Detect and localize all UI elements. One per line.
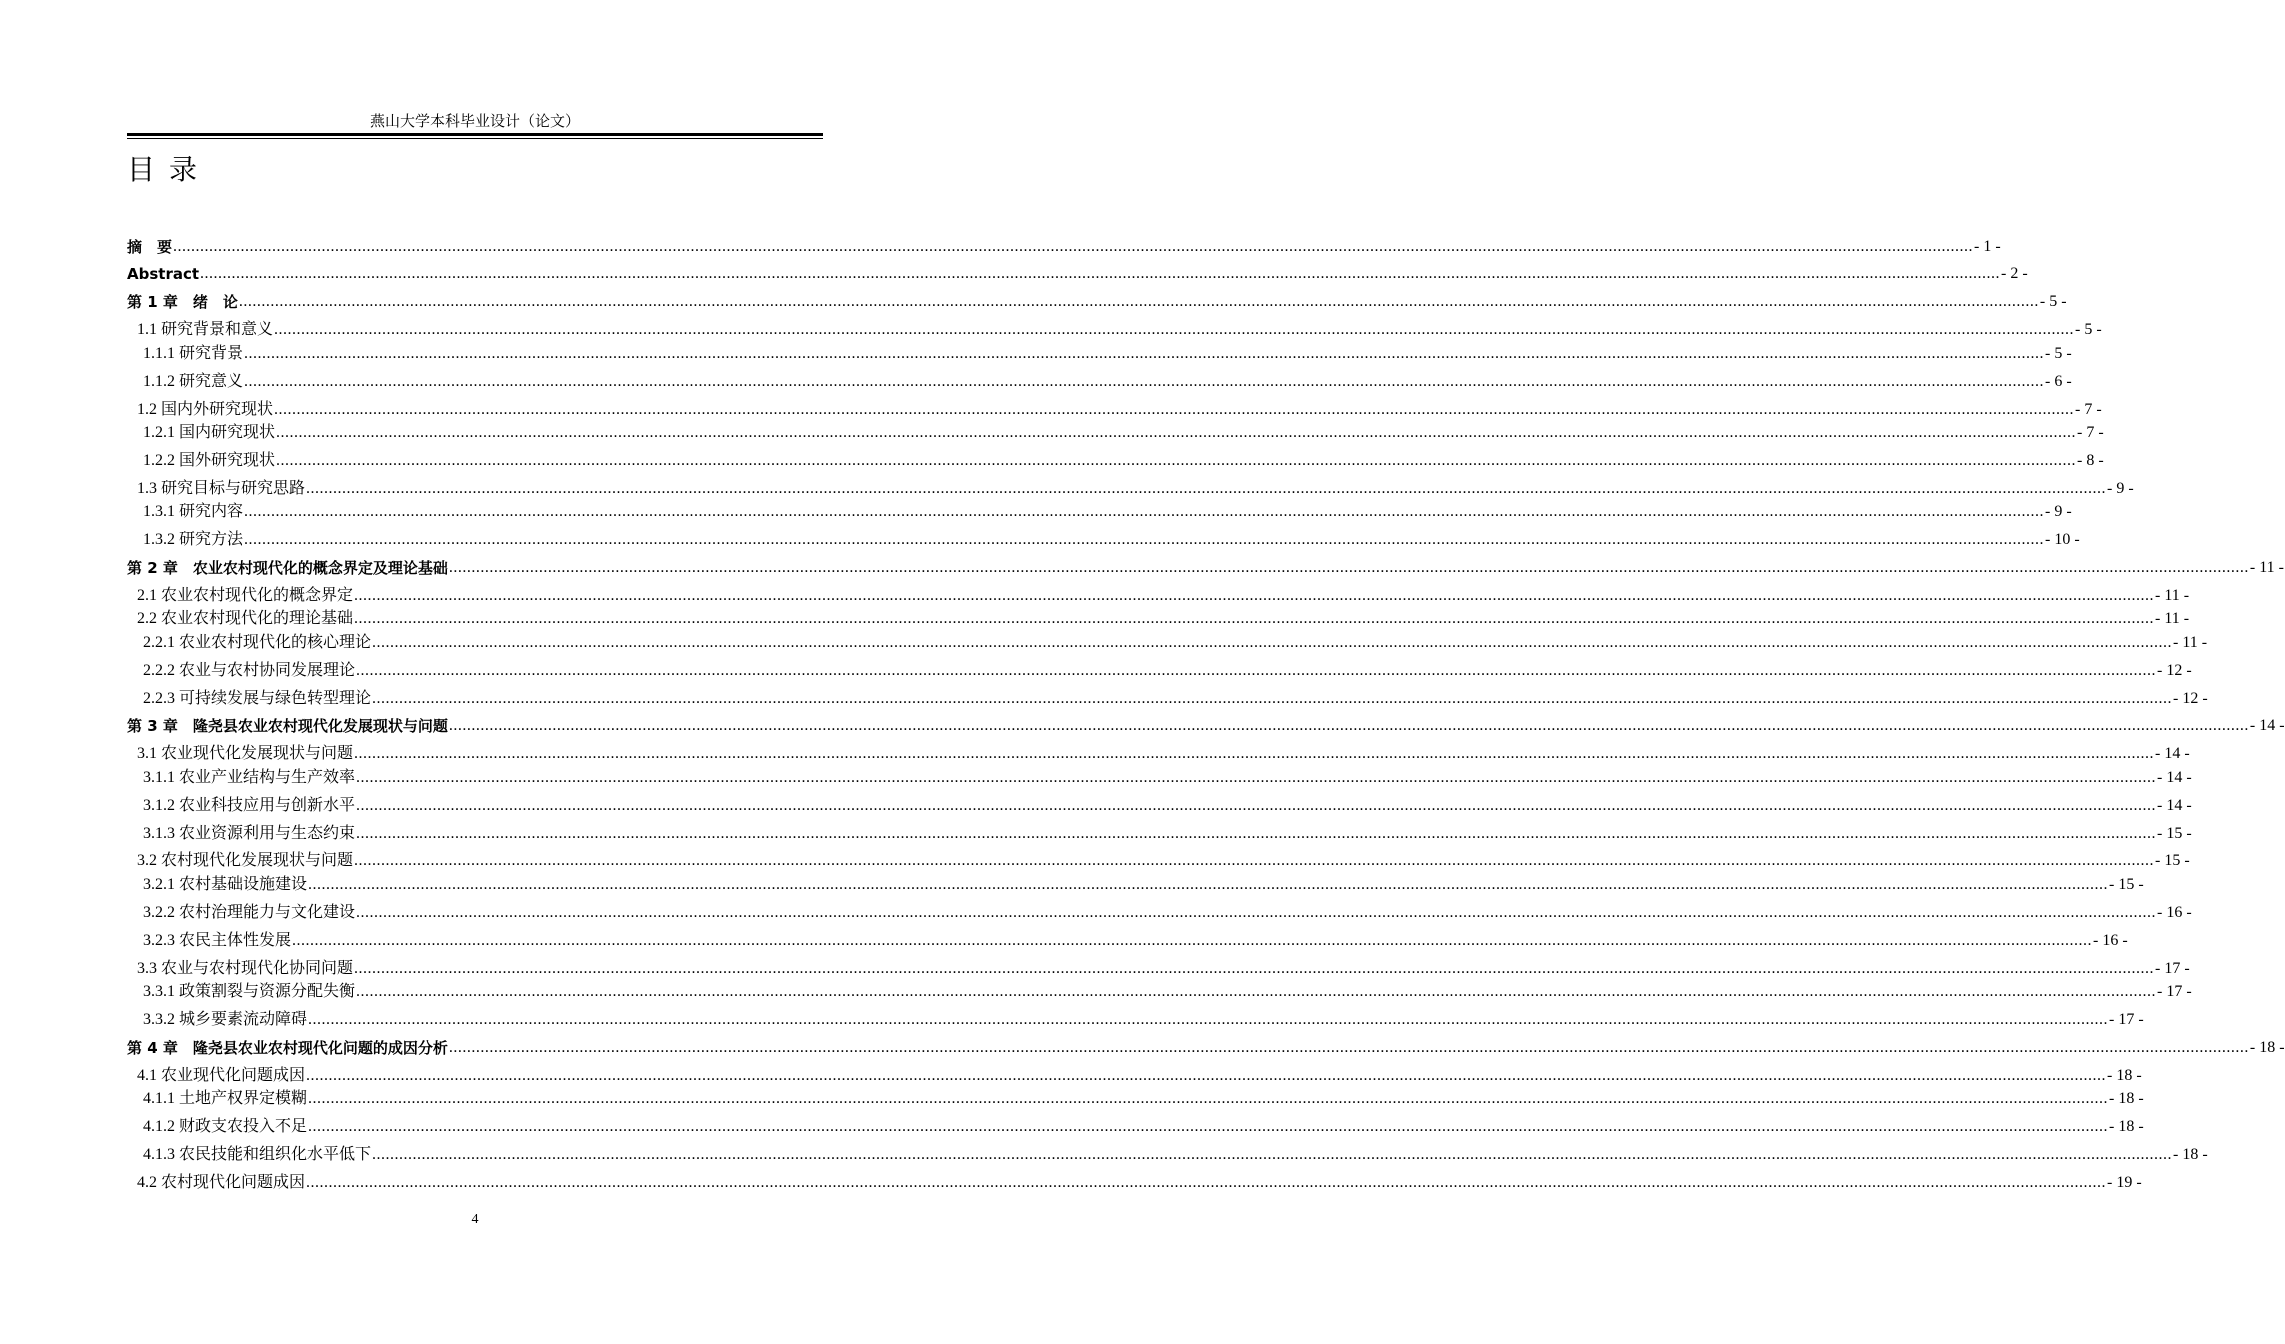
toc-entry-label: 3.2.3 农民主体性发展 — [143, 932, 292, 949]
toc-entry-page: - 19 - — [2107, 1174, 2142, 1191]
toc-entry[interactable] — [127, 928, 2128, 952]
toc-entry-page: - 11 - — [2173, 634, 2208, 651]
toc-entry-page: - 17 - — [2155, 960, 2190, 977]
toc-dot-leader: ................................................................................................................................................................................................................................................................................................................................................................................................................ — [308, 1090, 2109, 1107]
toc-entry-label: 1.2.1 国内研究现状 — [143, 424, 276, 441]
toc-dot-leader: ................................................................................................................................................................................................................................................................................................................................................................................................................ — [274, 321, 2075, 338]
toc-entry-page: - 5 - — [2075, 321, 2102, 338]
toc-entry-page: - 12 - — [2173, 690, 2208, 707]
toc-dot-leader: ................................................................................................................................................................................................................................................................................................................................................................................................................ — [238, 293, 2039, 310]
toc-entry-label: Abstract — [127, 265, 200, 283]
toc-entry[interactable] — [127, 1142, 2208, 1166]
toc-entry-page: - 6 - — [2045, 373, 2072, 390]
toc-dot-leader: ................................................................................................................................................................................................................................................................................................................................................................................................................ — [354, 587, 2155, 604]
toc-dot-leader: ................................................................................................................................................................................................................................................................................................................................................................................................................ — [356, 825, 2157, 842]
toc-dot-leader: ................................................................................................................................................................................................................................................................................................................................................................................................................ — [372, 1146, 2173, 1163]
toc-entry[interactable] — [127, 821, 2192, 845]
toc-dot-leader: ................................................................................................................................................................................................................................................................................................................................................................................................................ — [244, 503, 2045, 520]
toc-entry[interactable] — [127, 979, 2192, 1003]
toc-entry-label: 第 3 章 隆尧县农业农村现代化发展现状与问题 — [127, 717, 448, 735]
toc-entry-label: 4.2 农村现代化问题成因 — [137, 1174, 306, 1191]
toc-entry[interactable] — [127, 234, 2001, 258]
toc-entry-page: - 18 - — [2107, 1067, 2142, 1084]
toc-entry-page: - 18 - — [2109, 1118, 2144, 1135]
toc-entry-label: 3.3.1 政策割裂与资源分配失衡 — [143, 983, 356, 1000]
toc-dot-leader: ................................................................................................................................................................................................................................................................................................................................................................................................................ — [448, 559, 2249, 576]
toc-entry-page: - 16 - — [2093, 932, 2128, 949]
toc-entry-page: - 5 - — [2039, 293, 2067, 310]
toc-dot-leader: ................................................................................................................................................................................................................................................................................................................................................................................................................ — [244, 373, 2045, 390]
toc-entry-label: 3.1.1 农业产业结构与生产效率 — [143, 769, 356, 786]
toc-entry[interactable] — [127, 499, 2072, 523]
toc-dot-leader: ................................................................................................................................................................................................................................................................................................................................................................................................................ — [173, 238, 1974, 255]
toc-entry-label: 1.2.2 国外研究现状 — [143, 452, 276, 469]
toc-entry[interactable] — [127, 261, 2028, 285]
toc-entry[interactable] — [127, 713, 2285, 737]
toc-entry-page: - 18 - — [2109, 1090, 2144, 1107]
toc-entry-page: - 14 - — [2249, 717, 2285, 734]
toc-dot-leader: ................................................................................................................................................................................................................................................................................................................................................................................................................ — [308, 1011, 2109, 1028]
toc-entry-label: 第 1 章 绪 论 — [127, 293, 238, 311]
toc-dot-leader: ................................................................................................................................................................................................................................................................................................................................................................................................................ — [200, 265, 2001, 282]
toc-entry-label: 第 2 章 农业农村现代化的概念界定及理论基础 — [127, 559, 448, 577]
toc-entry-label: 摘 要 — [127, 238, 173, 256]
toc-dot-leader: ................................................................................................................................................................................................................................................................................................................................................................................................................ — [354, 610, 2155, 627]
page-header: 燕山大学本科毕业设计（论文） — [369, 114, 580, 130]
toc-entry-page: - 15 - — [2109, 876, 2144, 893]
toc-entry[interactable] — [127, 1063, 2142, 1087]
toc-entry-page: - 11 - — [2249, 559, 2284, 576]
toc-entry-page: - 17 - — [2109, 1011, 2144, 1028]
toc-entry-page: - 18 - — [2249, 1039, 2285, 1056]
toc-dot-leader: ................................................................................................................................................................................................................................................................................................................................................................................................................ — [372, 690, 2173, 707]
toc-dot-leader: ................................................................................................................................................................................................................................................................................................................................................................................................................ — [356, 662, 2157, 679]
toc-entry-label: 第 4 章 隆尧县农业农村现代化问题的成因分析 — [127, 1039, 448, 1057]
toc-entry-label: 3.3 农业与农村现代化协同问题 — [137, 960, 354, 977]
toc-entry-label: 2.2 农业农村现代化的理论基础 — [137, 610, 354, 627]
toc-dot-leader: ................................................................................................................................................................................................................................................................................................................................................................................................................ — [448, 1039, 2249, 1056]
toc-entry[interactable] — [127, 848, 2190, 872]
toc-entry-label: 3.2 农村现代化发展现状与问题 — [137, 852, 354, 869]
toc-dot-leader: ................................................................................................................................................................................................................................................................................................................................................................................................................ — [276, 424, 2077, 441]
toc-entry-page: - 2 - — [2001, 265, 2028, 282]
toc-entry[interactable] — [127, 1114, 2144, 1138]
toc-entry-page: - 10 - — [2045, 531, 2080, 548]
toc-entry[interactable] — [127, 1086, 2144, 1110]
toc-entry[interactable] — [127, 872, 2144, 896]
toc-entry-label: 1.1 研究背景和意义 — [137, 321, 274, 338]
toc-entry-label: 4.1.1 土地产权界定模糊 — [143, 1090, 308, 1107]
toc-entry-label: 2.1 农业农村现代化的概念界定 — [137, 587, 354, 604]
toc-title: 目录 — [127, 153, 212, 186]
toc-entry-label: 3.2.2 农村治理能力与文化建设 — [143, 904, 356, 921]
toc-entry[interactable] — [127, 658, 2192, 682]
toc-entry-label: 1.3.2 研究方法 — [143, 531, 244, 548]
toc-entry[interactable] — [127, 527, 2080, 551]
toc-entry-page: - 15 - — [2155, 852, 2190, 869]
toc-entry-label: 2.2.3 可持续发展与绿色转型理论 — [143, 690, 372, 707]
header-rule-thick — [127, 133, 823, 136]
toc-entry-label: 4.1 农业现代化问题成因 — [137, 1067, 306, 1084]
header-rule-thin — [127, 138, 823, 139]
toc-entry[interactable] — [127, 793, 2192, 817]
toc-entry[interactable] — [127, 900, 2192, 924]
toc-dot-leader: ................................................................................................................................................................................................................................................................................................................................................................................................................ — [372, 634, 2173, 651]
toc-dot-leader: ................................................................................................................................................................................................................................................................................................................................................................................................................ — [356, 797, 2157, 814]
toc-entry-page: - 16 - — [2157, 904, 2192, 921]
toc-dot-leader: ................................................................................................................................................................................................................................................................................................................................................................................................................ — [354, 960, 2155, 977]
toc-entry-label: 1.1.2 研究意义 — [143, 373, 244, 390]
toc-entry-page: - 18 - — [2173, 1146, 2208, 1163]
toc-entry-label: 2.2.2 农业与农村协同发展理论 — [143, 662, 356, 679]
toc-entry-page: - 17 - — [2157, 983, 2192, 1000]
toc-dot-leader: ................................................................................................................................................................................................................................................................................................................................................................................................................ — [356, 904, 2157, 921]
toc-entry[interactable] — [127, 630, 2208, 654]
toc-entry-page: - 11 - — [2155, 587, 2190, 604]
toc-dot-leader: ................................................................................................................................................................................................................................................................................................................................................................................................................ — [274, 401, 2075, 418]
toc-entry-page: - 14 - — [2157, 797, 2192, 814]
toc-dot-leader: ................................................................................................................................................................................................................................................................................................................................................................................................................ — [356, 769, 2157, 786]
page-number: 4 — [471, 1212, 479, 1227]
toc-dot-leader: ................................................................................................................................................................................................................................................................................................................................................................................................................ — [276, 452, 2077, 469]
toc-entry-page: - 7 - — [2075, 401, 2102, 418]
toc-dot-leader: ................................................................................................................................................................................................................................................................................................................................................................................................................ — [308, 876, 2109, 893]
toc-entry-page: - 11 - — [2155, 610, 2190, 627]
toc-entry[interactable] — [127, 369, 2072, 393]
toc-entry[interactable] — [127, 606, 2190, 630]
toc-entry-label: 1.3.1 研究内容 — [143, 503, 244, 520]
toc-entry-page: - 15 - — [2157, 825, 2192, 842]
toc-dot-leader: ................................................................................................................................................................................................................................................................................................................................................................................................................ — [292, 932, 2093, 949]
toc-dot-leader: ................................................................................................................................................................................................................................................................................................................................................................................................................ — [244, 531, 2045, 548]
toc-entry-label: 3.1 农业现代化发展现状与问题 — [137, 745, 354, 762]
toc-entry-label: 2.2.1 农业农村现代化的核心理论 — [143, 634, 372, 651]
toc-entry-label: 1.1.1 研究背景 — [143, 345, 244, 362]
toc-entry[interactable] — [127, 341, 2072, 365]
toc-entry[interactable] — [127, 555, 2284, 579]
toc-entry-page: - 7 - — [2077, 424, 2104, 441]
toc-entry[interactable] — [127, 1007, 2144, 1031]
toc-entry-label: 1.2 国内外研究现状 — [137, 401, 274, 418]
toc-dot-leader: ................................................................................................................................................................................................................................................................................................................................................................................................................ — [306, 1067, 2107, 1084]
toc-entry[interactable] — [127, 289, 2067, 313]
toc-entry-label: 3.2.1 农村基础设施建设 — [143, 876, 308, 893]
toc-entry[interactable] — [127, 956, 2190, 980]
toc-entry-label: 3.3.2 城乡要素流动障碍 — [143, 1011, 308, 1028]
toc-entry[interactable] — [127, 741, 2190, 765]
toc-entry-page: - 1 - — [1974, 238, 2001, 255]
toc-entry[interactable] — [127, 476, 2134, 500]
toc-dot-leader: ................................................................................................................................................................................................................................................................................................................................................................................................................ — [354, 745, 2155, 762]
toc-dot-leader: ................................................................................................................................................................................................................................................................................................................................................................................................................ — [244, 345, 2045, 362]
toc-entry-page: - 14 - — [2155, 745, 2190, 762]
toc-dot-leader: ................................................................................................................................................................................................................................................................................................................................................................................................................ — [306, 480, 2107, 497]
toc-entry-page: - 5 - — [2045, 345, 2072, 362]
toc-entry[interactable] — [127, 317, 2102, 341]
toc-entry[interactable] — [127, 765, 2192, 789]
toc-entry[interactable] — [127, 397, 2102, 421]
toc-entry-label: 3.1.2 农业科技应用与创新水平 — [143, 797, 356, 814]
toc-entry[interactable] — [127, 1170, 2142, 1194]
toc-dot-leader: ................................................................................................................................................................................................................................................................................................................................................................................................................ — [308, 1118, 2109, 1135]
toc-dot-leader: ................................................................................................................................................................................................................................................................................................................................................................................................................ — [306, 1174, 2107, 1191]
toc-entry[interactable] — [127, 686, 2208, 710]
toc-entry-label: 1.3 研究目标与研究思路 — [137, 480, 306, 497]
toc-entry[interactable] — [127, 583, 2190, 607]
toc-dot-leader: ................................................................................................................................................................................................................................................................................................................................................................................................................ — [354, 852, 2155, 869]
toc-entry-page: - 8 - — [2077, 452, 2104, 469]
toc-dot-leader: ................................................................................................................................................................................................................................................................................................................................................................................................................ — [448, 717, 2249, 734]
toc-entry-page: - 14 - — [2157, 769, 2192, 786]
toc-entry-page: - 12 - — [2157, 662, 2192, 679]
toc-entry-label: 4.1.3 农民技能和组织化水平低下 — [143, 1146, 372, 1163]
toc-entry-page: - 9 - — [2045, 503, 2072, 520]
toc-entry[interactable] — [127, 420, 2104, 444]
toc-entry-page: - 9 - — [2107, 480, 2134, 497]
toc-entry[interactable] — [127, 448, 2104, 472]
toc-entry-label: 3.1.3 农业资源利用与生态约束 — [143, 825, 356, 842]
toc-entry[interactable] — [127, 1035, 2285, 1059]
toc-entry-label: 4.1.2 财政支农投入不足 — [143, 1118, 308, 1135]
toc-dot-leader: ................................................................................................................................................................................................................................................................................................................................................................................................................ — [356, 983, 2157, 1000]
